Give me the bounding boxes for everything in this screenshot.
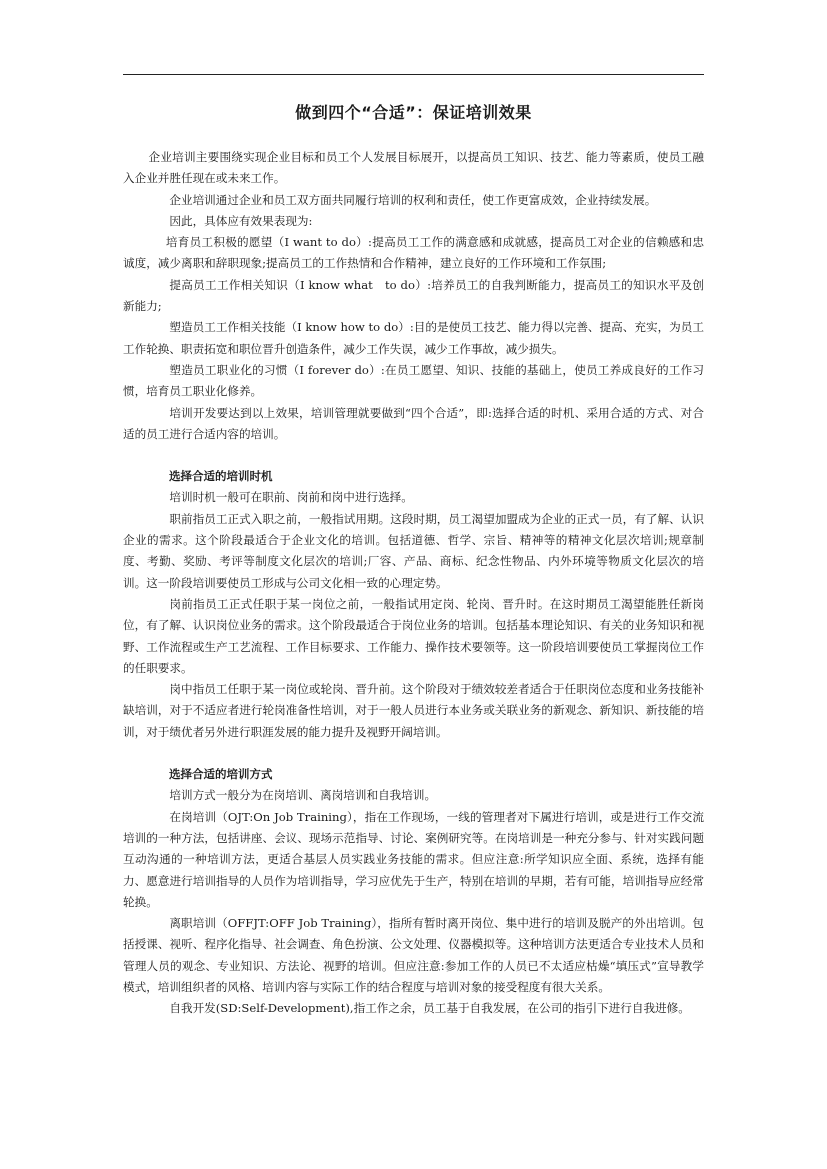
document-body (123, 100, 704, 1020)
paragraph: 企业培训通过企业和员工双方面共同履行培训的权利和责任，使工作更富成效，企业持续发展。 (169, 192, 657, 207)
section-heading-method: 选择合适的培训方式 (169, 767, 273, 782)
paragraph: 因此，具体应有效果表现为: (169, 213, 313, 228)
section-heading-timing: 选择合适的培训时机 (169, 469, 273, 484)
paragraph: 培育员工积极的愿望（I want to do）:提高员工工作的满意感和成就感，提高员工对企业的信赖感和忠诚度，减少离职和辞职现象;提高员工的工作热情和合作精神，建立良好的工作环境和工作氛围; (123, 235, 704, 271)
paragraph: 提高员工工作相关知识（I know what to do）:培养员工的自我判断能力，提高员工的知识水平及创新能力; (123, 277, 704, 314)
paragraph: 培训开发要达到以上效果，培训管理就要做到“四个合适”，即:选择合适的时机、采用合适的方式、对合适的员工进行合适内容的培训。 (123, 405, 704, 441)
paragraph: 岗前指员工正式任职于某一岗位之前，一般指试用定岗、轮岗、晋升时。在这时期员工渴望能胜任新岗位，有了解、认识岗位业务的需求。这个阶段最适合于岗位业务的培训。包括基本理论知识、有关的业务知识和视野、工作流程或生产工艺流程、工作目标要求、工作能力、操作技术要领等。这一阶段培训要使员工掌握岗位工作的任职要求。 (123, 596, 704, 675)
paragraph: 企业培训主要围绕实现企业目标和员工个人发展目标展开，以提高员工知识、技艺、能力等素质，使员工融入企业并胜任现在或未来工作。 (123, 150, 704, 186)
paragraph: 岗中指员工任职于某一岗位或轮岗、晋升前。这个阶段对于绩效较差者适合于任职岗位态度和业务技能补缺培训，对于不适应者进行轮岗准备性培训，对于一般人员进行本业务或关联业务的新观念、新知识、新技能的培训，对于绩优者另外进行职涯发展的能力提升及视野开阔培训。 (123, 682, 704, 739)
paragraph: 塑造员工工作相关技能（I know how to do）:目的是使员工技艺、能力得以完善、提高、充实，为员工工作轮换、职责拓宽和职位晋升创造条件，减少工作失误，减少工作事故，减少损失。 (123, 320, 704, 356)
paragraph: 离职培训（OFFJT:OFF Job Training），指所有暂时离开岗位、集中进行的培训及脱产的外出培训。包括授课、视听、程序化指导、社会调查、角色扮演、公文处理、仪器模拟等。这种培训方法更适合专业技术人员和管理人员的观念、专业知识、方法论、视野的培训。但应注意:参加工作的人员已不太适应枯燥“填压式”宣导教学模式，培训组织者的风格、培训内容与实际工作的结合程度与培训对象的接受程度有很大关系。 (123, 916, 704, 994)
header-rule (123, 74, 704, 75)
paragraph: 自我开发(SD:Self-Development),指工作之余，员工基于自我发展，在公司的指引下进行自我进修。 (169, 1001, 690, 1016)
document-title: 做到四个“合适”：保证培训效果 (295, 103, 532, 122)
paragraph: 培训时机一般可在职前、岗前和岗中进行选择。 (169, 490, 413, 505)
paragraph: 培训方式一般分为在岗培训、离岗培训和自我培训。 (169, 788, 437, 803)
paragraph: 职前指员工正式入职之前，一般指试用期。这段时期，员工渴望加盟成为企业的正式一员，有了解、认识企业的需求。这个阶段最适合于企业文化的培训。包括道德、哲学、宗旨、精神等的精神文化层次培训;规章制度、考勤、奖励、考评等制度文化层次的培训;厂容、产品、商标、纪念性物品、内外环境等物质文化层次的培训。这一阶段培训要使员工形成与公司文化相一致的心理定势。 (123, 511, 704, 590)
paragraph: 在岗培训（OJT:On Job Training），指在工作现场，一线的管理者对下属进行培训，或是进行工作交流培训的一种方法，包括讲座、会议、现场示范指导、讨论、案例研究等。在岗培训是一种充分参与、针对实践问题互动沟通的一种培训方法，更适合基层人员实践业务技能的需求。但应注意:所学知识应全面、系统，选择有能力、愿意进行培训指导的人员作为培训指导，学习应优先于生产，特别在培训的早期，若有可能，培训指导应经常轮换。 (123, 809, 704, 909)
paragraph: 塑造员工职业化的习惯（I forever do）:在员工愿望、知识、技能的基础上，使员工养成良好的工作习惯，培育员工职业化修养。 (123, 362, 704, 399)
